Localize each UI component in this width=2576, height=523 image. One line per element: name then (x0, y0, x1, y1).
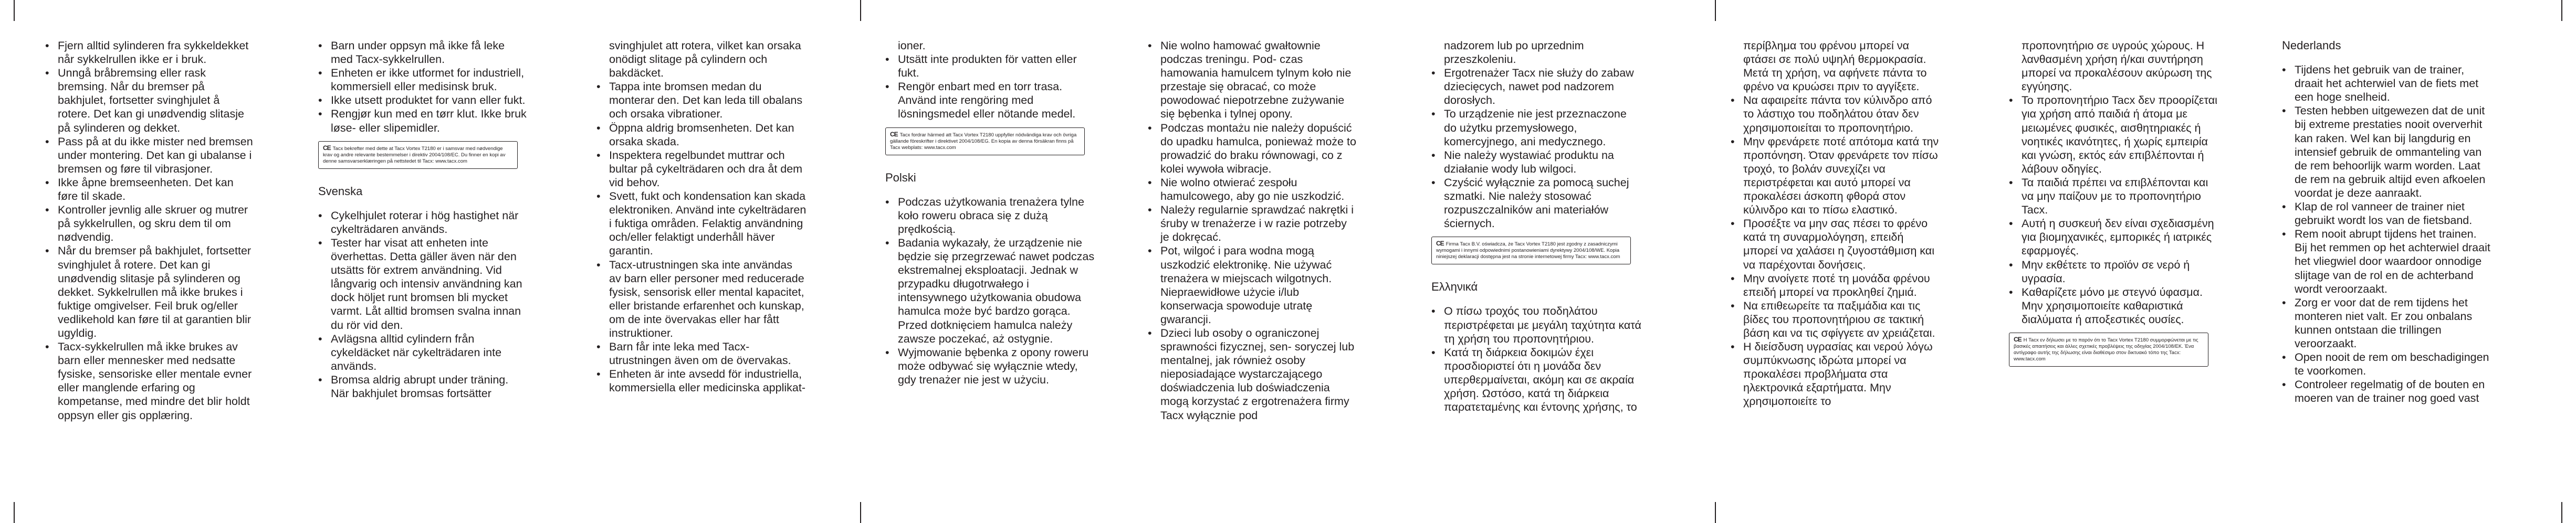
continued-text: περίβλημα του φρένου μπορεί να φτάσει σε πολύ υψηλή θερμοκρασία. Μετά τη χρήση, να αφήνετε πάντα το φρένο να κρυώσει πριν το αγγίξετε. (1743, 39, 1927, 93)
list-item: • Κατά τη διάρκεια δοκιμών έχει προσδιοριστεί ότι η μονάδα δεν υπερθερμαίνεται, ακόμη και σε ακραία χρήση. Ωστόσο, κατά τη διάρκεια παρατεταμένης και έντονης χρήσης, το (1431, 346, 1641, 414)
list-item: • Når du bremser på bakhjulet, fortsetter svinghjulet å rotere. Det kan gi unødvendig slitasje på sylinderen og dekket. Sykkelrullen må ikke brukes i fuktige omgivelser. Feil bruk og/eller vedlikehold kan føre til at garantien blir ugyldig. (45, 244, 255, 340)
continued-text: ioner. (898, 39, 926, 52)
declaration-notice (885, 127, 1085, 155)
list-item: • Pot, wilgoć i para wodna mogą uszkodzić elektronikę. Nie używać trenażera w miejscach wilgotnych. Niepraewidłowe użycie i/lub konserwacja spowoduje utratę gwarancji. (1148, 244, 1358, 326)
list-item: • Μην εκθέτετε το προϊόν σε νερό ή υγρασία. (2009, 258, 2219, 285)
list-item: • Avlägsna alltid cylindern från cykeldäcket när cykelträdaren inte används. (318, 332, 528, 373)
list-item: • Ο πίσω τροχός του ποδηλάτου περιστρέφεται με μεγάλη ταχύτητα κατά τη χρήση του προπονητήριου. (1431, 304, 1641, 345)
list-item: • Ergotrenażer Tacx nie służy do zabaw dziecięcych, nawet pod nadzorem dorosłych. (1431, 66, 1641, 107)
list-item: • To urządzenie nie jest przeznaczone do użytku przemysłowego, komercyjnego, ani medycznego. (1431, 107, 1641, 148)
column-9-dutch (2282, 39, 2492, 405)
list-item: • Unngå bråbremsing eller rask bremsing. Når du bremser på bakhjulet, fortsetter svinghjulet å rotere. Det kan gi unødvendig slitasje på sylinderen og dekket. (45, 66, 255, 134)
continued-text: nadzorem lub po uprzednim przeszkoleniu. (1444, 39, 1584, 66)
ce-mark: CE (323, 144, 331, 152)
list-item: • Testen hebben uitgewezen dat de unit bij extreme prestaties nooit oververhit kan raken. Wel kan bij langdurig en intensief gebruik de ommanteling van de rem behoorlijk warm worden. Laat de rem na gebruik altijd even afkoelen voordat je deze aanraakt. (2282, 104, 2492, 200)
list-item: • Barn under oppsyn må ikke få leke med Tacx-sykkelrullen. (318, 39, 528, 66)
crop-mark-top-left (14, 0, 15, 21)
list-item: • Καθαρίζετε μόνο με στεγνό ύφασμα. Μην χρησιμοποιείτε καθαριστικά διαλύματα ή αποξεστικές ουσίες. (2009, 285, 2219, 326)
list-item: • Open nooit de rem om beschadigingen te voorkomen. (2282, 350, 2492, 378)
crop-mark-top-center-right (1715, 0, 1716, 21)
list-item: • Ikke åpne bremseenheten. Det kan føre til skade. (45, 176, 255, 203)
list-item: • Η διείσδυση υγρασίας και νερού λόγω συμπύκνωσης ιδρώτα μπορεί να προκαλέσει προβλήματα στα ηλεκτρονικά εξαρτήματα. Μην χρησιμοποιείτε το (1731, 340, 1941, 408)
column-6-polish-greek (1431, 39, 1641, 414)
list-item: • Rengör enbart med en torr trasa. Använd inte rengöring med lösningsmedel eller nötande medel. (885, 80, 1095, 121)
list-item: • Wyjmowanie bębenka z opony roweru może odbywać się wyłącznie wtedy, gdy trenażer nie jest w użyciu. (885, 346, 1095, 387)
notice-text: Tacx fordrar härmed att Tacx Vortex T2180 uppfyller nödvändiga krav och övriga gällande föreskrifter i direktivet 2004/108/EG. En kopia av denna försäkran finns på Tacx webplats: www.tacx.com (890, 132, 1077, 151)
list-item: • Nie należy wystawiać produktu na działanie wody lub wilgoci. (1431, 148, 1641, 176)
list-item: • Enheten er ikke utformet for industriell, kommersiell eller medisinsk bruk. (318, 66, 528, 93)
continued-text: προπονητήριο σε υγρούς χώρους. Η λανθασμένη χρήση ή/και συντήρηση μπορεί να προκαλέσουν ακύρωση της εγγύησης. (2022, 39, 2212, 93)
list-item: • Öppna aldrig bromsenheten. Det kan orsaka skada. (596, 121, 807, 148)
ce-mark: CE (890, 130, 898, 138)
crop-mark-top-center-left (860, 0, 861, 21)
list-item: • Το προπονητήριο Tacx δεν προορίζεται για χρήση από παιδιά ή άτομα με μειωμένες φυσικές, αισθητηριακές ή νοητικές ικανότητες, ή χωρίς εμπειρία και γνώση, εκτός εάν επιβλέπονται ή λάβουν οδηγίες. (2009, 93, 2219, 176)
list-item: • Podczas montażu nie należy dopuścić do upadku hamulca, ponieważ może to prowadzić do braku równowagi, co z kolei wywoła wibracje. (1148, 121, 1358, 176)
column-2-norwegian-swedish (318, 39, 528, 400)
list-item: • Zorg er voor dat de rem tijdens het monteren niet valt. Er zou onbalans kunnen ontstaan die trillingen veroorzaakt. (2282, 296, 2492, 350)
list-item: • Nie wolno hamować gwałtownie podczas treningu. Pod- czas hamowania hamulcem tylnym koło nie przestaje się obracać, co może powodować niepotrzebne zużywanie się bębenka i tylnej opony. (1148, 39, 1358, 121)
list-item: • Czyścić wyłącznie za pomocą suchej szmatki. Nie należy stosować rozpuszczalników ani materiałów ściernych. (1431, 176, 1641, 230)
column-3-swedish (596, 39, 807, 394)
notice-text: Tacx bekrefter med dette at Tacx Vortex T2180 er i samsvar med nødvendige krav og andre relevante bestemmelser i direktiv 2004/108/EC. Du finner en kopi av denne samsvarserklæringen på nettstedet til Tacx: www.tacx.com (323, 145, 506, 164)
list-item: • Τα παιδιά πρέπει να επιβλέπονται και να μην παίζουν με το προπονητήριο Tacx. (2009, 176, 2219, 217)
list-item: • Nie wolno otwierać zespołu hamulcowego, aby go nie uszkodzić. (1148, 176, 1358, 203)
list-item: • Rem nooit abrupt tijdens het trainen. Bij het remmen op het achterwiel draait het vliegwiel door waardoor onnodige slijtage van de rol en de achterband wordt veroorzaakt. (2282, 227, 2492, 295)
list-item: • Tappa inte bromsen medan du monterar den. Det kan leda till obalans och orsaka vibrationer. (596, 80, 807, 121)
section-heading: Ελληνικά (1431, 280, 1478, 294)
list-item: • Pass på at du ikke mister ned bremsen under montering. Det kan gi ubalanse i bremsen og føre til vibrasjoner. (45, 135, 255, 176)
continued-text: svinghjulet att rotera, vilket kan orsaka onödigt slitage på cylindern och bakdäcket. (609, 39, 801, 80)
list-item: • Ikke utsett produktet for vann eller fukt. (318, 93, 528, 107)
crop-mark-top-right (2561, 0, 2562, 21)
declaration-notice (1431, 237, 1631, 264)
column-1-norwegian (45, 39, 255, 422)
column-5-polish (1148, 39, 1358, 422)
list-item: • Podczas użytkowania trenażera tylne koło roweru obraca się z dużą prędkością. (885, 195, 1095, 236)
list-item: • Barn får inte leka med Tacx-utrustningen även om de övervakas. (596, 340, 807, 367)
list-item: • Να αφαιρείτε πάντα τον κύλινδρο από το λάστιχο του ποδηλάτου όταν δεν χρησιμοποιείται το προπονητήριο. (1731, 93, 1941, 134)
list-item: • Tacx-sykkelrullen må ikke brukes av barn eller mennesker med nedsatte fysiske, sensoriske eller mentale evner eller manglende erfaring og kompetanse, med mindre det blir holdt oppsyn eller gis opplæring. (45, 340, 255, 422)
list-item: • Tacx-utrustningen ska inte användas av barn eller personer med reducerade fysisk, sensorisk eller mental kapacitet, eller bristande erfarenhet och kunskap, om de inte övervakas eller har fått instruktioner. (596, 258, 807, 340)
notice-text: Firma Tacx B.V. oświadcza, że Tacx Vortex T2180 jest zgodny z zasadniczymi wymogami i innymi odpowiednimi postanowieniami dyrektywy 2004/108/WE. Kopia niniejszej deklaracji dostępna jest na stronie internetowej firmy Tacx: www.tacx.com (1436, 241, 1620, 260)
crop-mark-bottom-left (14, 502, 15, 523)
list-item: • Klap de rol vanneer de trainer niet gebruikt wordt los van de fietsband. (2282, 200, 2492, 227)
crop-mark-bottom-right (2561, 502, 2562, 523)
list-item: • Να επιθεωρείτε τα παξιμάδια και τις βίδες του προπονητήριου σε τακτική βάση και να τις σφίγγετε αν χρειάζεται. (1731, 299, 1941, 340)
list-item: • Tester har visat att enheten inte överhettas. Detta gäller även när den utsätts för extrem användning. Vid långvarig och intensiv användning kan dock höljet runt bromsen bli mycket varmt. Låt alltid bromsen svalna innan du rör vid den. (318, 236, 528, 332)
list-item: • Προσέξτε να μην σας πέσει το φρένο κατά τη συναρμολόγηση, επειδή μπορεί να χαλάσει η ζυγοστάθμιση και να παρέχονται δονήσεις. (1731, 217, 1941, 271)
list-item: • Badania wykazały, że urządzenie nie będzie się przegrzewać nawet podczas ekstremalnej eksploatacji. Jednak w przypadku długotrwałego i intensywnego użytkowania obudowa hamulca może być bardzo gorąca. Przed dotknięciem hamulca należy zawsze poczekać, aż ostygnie. (885, 236, 1095, 346)
column-7-greek (1731, 39, 1941, 409)
list-item: • Svett, fukt och kondensation kan skada elektroniken. Använd inte cykelträdaren i fuktiga områden. Felaktig användning och/eller felaktigt underhåll häver garantin. (596, 189, 807, 258)
list-item: • Controleer regelmatig of de bouten en moeren van de trainer nog goed vast (2282, 378, 2492, 405)
declaration-notice (2009, 333, 2208, 367)
declaration-notice (318, 141, 518, 169)
crop-mark-bottom-center-right (1715, 502, 1716, 523)
list-item: • Należy regularnie sprawdzać nakrętki i śruby w trenażerze i w razie potrzeby je dokręcać. (1148, 203, 1358, 244)
list-item: • Rengjør kun med en tørr klut. Ikke bruk løse- eller slipemidler. (318, 107, 528, 134)
list-item: • Αυτή η συσκευή δεν είναι σχεδιασμένη για βιομηχανικές, εμπορικές ή ιατρικές εφαρμογές. (2009, 217, 2219, 258)
list-item: • Μην ανοίγετε ποτέ τη μονάδα φρένου επειδή μπορεί να προκληθεί ζημιά. (1731, 272, 1941, 299)
list-item: • Inspektera regelbundet muttrar och bultar på cykelträdaren och dra åt dem vid behov. (596, 148, 807, 189)
crop-mark-bottom-center-left (860, 502, 861, 523)
list-item: • Fjern alltid sylinderen fra sykkeldekket når sykkelrullen ikke er i bruk. (45, 39, 255, 66)
list-item: • Μην φρενάρετε ποτέ απότομα κατά την προπόνηση. Όταν φρενάρετε τον πίσω τροχό, το βολάν συνεχίζει να περιστρέφεται και αυτό μπορεί να προκαλέσει άσκοπη φθορά στον κύλινδρο και το πίσω ελαστικό. (1731, 135, 1941, 217)
list-item: • Bromsa aldrig abrupt under träning. När bakhjulet bromsas fortsätter (318, 373, 528, 400)
section-heading: Polski (885, 170, 916, 184)
list-item: • Kontroller jevnlig alle skruer og mutrer på sykkelrullen, og skru dem til om nødvendig. (45, 203, 255, 244)
ce-mark: CE (1436, 240, 1444, 248)
list-item: • Utsätt inte produkten för vatten eller fukt. (885, 52, 1095, 80)
section-heading: Nederlands (2282, 39, 2341, 52)
ce-mark: CE (2014, 335, 2022, 343)
notice-text: Η Tacx εν δήλωσει με το παρόν ότι το Tacx Vortex T2180 συμμορφώνεται με τις βασικές απαιτήσεις και άλλες σχετικές προβλέψεις της οδηγίας 2004/108/ΕΚ. Ένα αντίγραφο αυτής της δήλωσης είναι διαθέσιμο στον δικτυακό τόπο της Tacx: www.tacx.com (2014, 337, 2198, 362)
section-heading: Svenska (318, 184, 363, 198)
column-8-greek (2009, 39, 2219, 378)
list-item: • Dzieci lub osoby o ograniczonej sprawności fizycznej, sen- soryczej lub mentalnej, jak również osoby nieposiadające wystarczającego doświadczenia lub doświadczenia mogą korzystać z ergotrenażera firmy Tacx wyłącznie pod (1148, 326, 1358, 422)
list-item: • Tijdens het gebruik van de trainer, draait het achterwiel van de fiets met een hoge snelheid. (2282, 63, 2492, 104)
column-4-swedish-polish (885, 39, 1095, 387)
list-item: • Cykelhjulet roterar i hög hastighet när cykelträdaren används. (318, 209, 528, 236)
list-item: • Enheten är inte avsedd för industriella, kommersiella eller medicinska applikat- (596, 367, 807, 394)
